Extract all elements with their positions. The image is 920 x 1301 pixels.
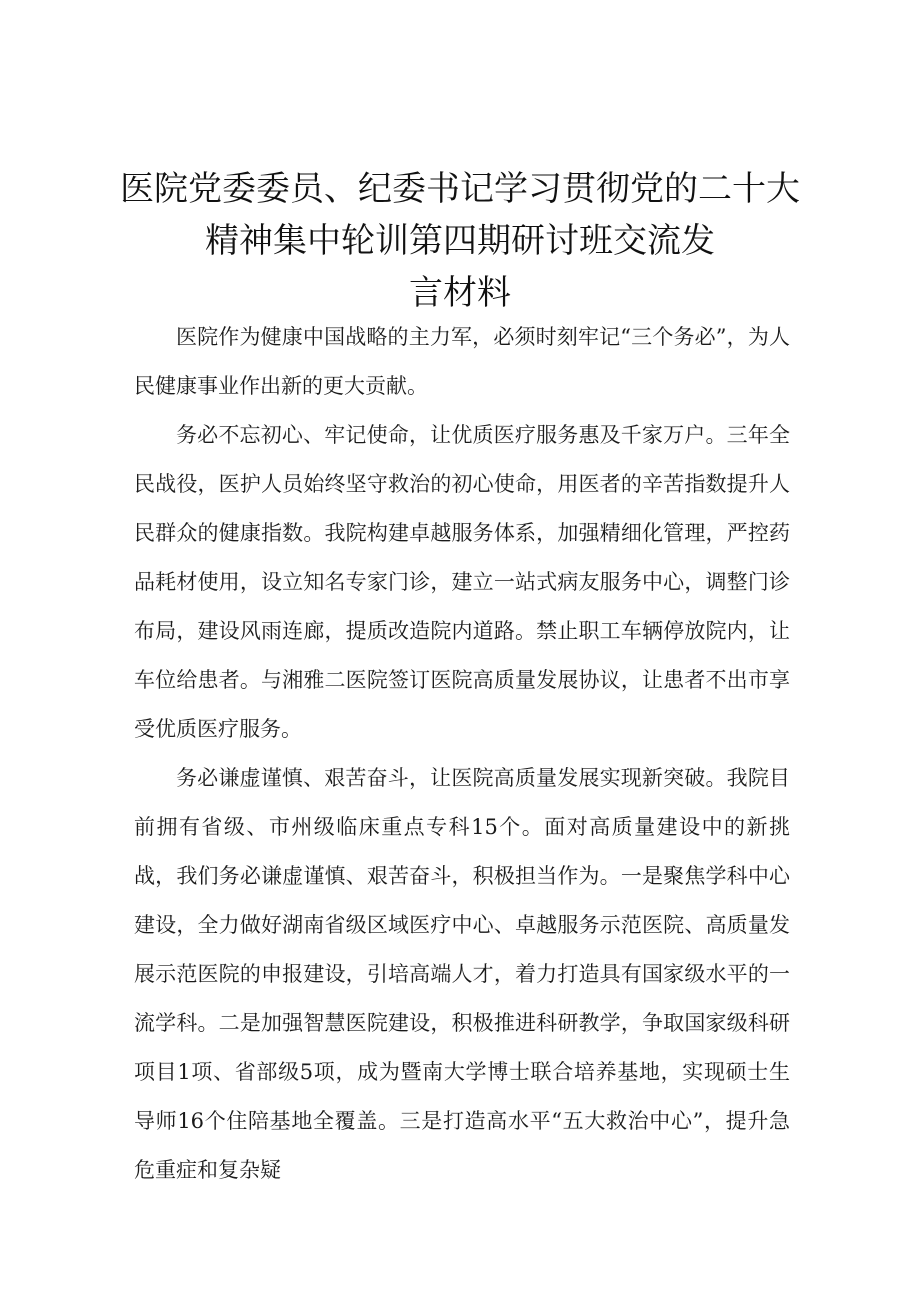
title-line: 言材料 (409, 272, 511, 313)
document-body (134, 313, 790, 1195)
title-line: 精神集中轮训第四期研讨班交流发 (205, 220, 715, 261)
document-title (100, 163, 820, 319)
paragraph-service: 务必不忘初心、牢记使命，让优质医疗服务惠及千家万户。三年全民战役，医护人员始终坚守救治的初心使命，用医者的辛苦指数提升人民群众的健康指数。我院构建卓越服务体系，加强精细化管理，严控药品耗材使用，设立知名专家门诊，建立一站式病友服务中心，调整门诊布局，建设风雨连廊，提质改造院内道路。禁止职工车辆停放院内，让车位给患者。与湘雅二医院签订医院高质量发展协议，让患者不出市享受优质医疗服务。 (134, 423, 790, 741)
paragraph-development: 务必谦虚谨慎、艰苦奋斗，让医院高质量发展实现新突破。我院目前拥有省级、市州级临床重点专科15个。面对高质量建设中的新挑战，我们务必谦虚谨慎、艰苦奋斗，积极担当作为。一是聚焦学科中心建设，全力做好湖南省级区域医疗中心、卓越服务示范医院、高质量发展示范医院的申报建设，引培高端人才，着力打造具有国家级水平的一流学科。二是加强智慧医院建设，积极推进科研教学，争取国家级科研项目1项、省部级5项，成为暨南大学博士联合培养基地，实现硕士生导师16个住陪基地全覆盖。三是打造高水平“五大救治中心”，提升急危重症和复杂疑 (134, 766, 790, 1182)
paragraph-intro: 医院作为健康中国战略的主力军，必须时刻牢记“三个务必”，为人民健康事业作出新的更大贡献。 (134, 325, 790, 398)
title-line: 医院党委委员、纪委书记学习贯彻党的二十大 (120, 168, 800, 209)
